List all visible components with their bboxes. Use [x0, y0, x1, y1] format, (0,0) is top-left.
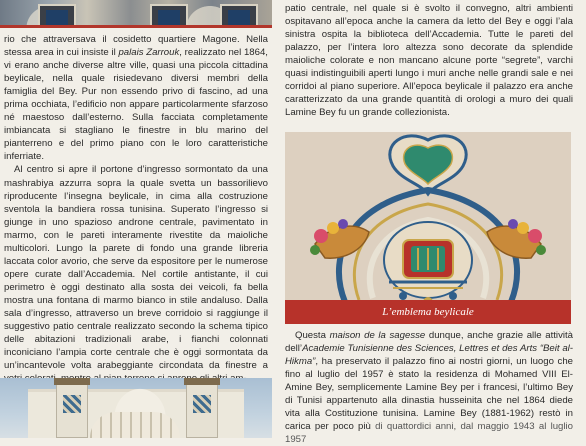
right-article-text-bottom — [285, 329, 573, 446]
beylical-emblem-image — [285, 132, 571, 324]
beylical-emblem-icon — [285, 132, 571, 324]
palace-facade-photo — [0, 378, 272, 438]
emblem-caption-bar — [285, 300, 571, 324]
emblem-caption: L’emblema beylicale — [382, 306, 474, 318]
left-column — [0, 0, 272, 438]
right-paragraph-1: patio centrale, nel quale si è svolto il convegno, altri ambienti ospitavano all’epoca anche la camera da letto del Bey e oggi l’ala sinistra ospita la biblioteca dell’Accademia. Tutte le pareti del palazzo, per l’intera loro altezza sono decorate da splendide maioliche colorate e non mancano alcune porte “segrete”, varchi quasi indistinguibili aperti lungo i muri anche nelle grandi sale e nei corridoi al piano superiore. All’epoca beylicale il palazzo era anche caratterizzato da una grande quantità di orologi a muro dei quali Lamine Bey fu un grande collezionista. — [285, 3, 573, 119]
right-column — [285, 0, 581, 446]
palace-interior-photo — [0, 0, 272, 28]
left-article-text — [4, 33, 268, 385]
right-paragraph-2: Questa maison de la sagesse dunque, anche grazie alle attività dell’Academie Tunisienne des Sciences, Lettres et des Arts “Beit al-Hikma”, ha preservato il palazzo fino ai nostri giorni, un luogo che fino al luglio del 1957 è stato la residenza di Mohamed VIII El-Amine Bey, semplicemente Lamine Bey per i francesi, l’ultimo Bey di Tunisi appartenuto alla dinastia husseinita che nel 1864 diede vita alla Costituzione tunisina. Lamine Bey (1881-1962) restò in carica per poco più di quattordici anni, dal maggio 1943 al luglio 1957 — [285, 330, 573, 446]
left-paragraph-1: rio che attraversava il cosidetto quartiere Magone. Nella stessa area in cui insiste il palais Zarrouk, realizzato nel 1864, vi erano anche diverse altre ville, quasi una piccola cittadina beylicale, nella quale risiedevano diversi membri della famiglia del Bey. Pur non essendo privo di fascino, ad una prima occhiata, l’edificio non appare particolarmente sfarzoso né maestoso dall’esterno. Sulla facciata completamente imbiancata si stagliano le finestre in blu marino del pianterreno e del primo piano con le loro caratteristiche inferriate. — [4, 34, 268, 163]
right-article-text-top — [285, 2, 573, 119]
left-paragraph-2: Al centro si apre il portone d’ingresso sormontato da una mashrabiya azzurra sopra la quale svetta un bassorilievo riproducente l’insegna beylicale, in cima alla costruzione sventola la bandiera rossa tunisina. Superato l’ingresso si giunge in uno spazioso androne centrale, pavimentato in marmo, con le pareti interamente rivestite da maioliche multicolori. Lungo la parete di fondo una grande libreria laccata color avorio, che serve da espositore per le numerose opere curate dall’Accademia. Nel cortile antistante, il cui perimetro è oggi destinato alla sosta dei veicoli, fa bella mostra una fontana di marmo bianco in stile andaluso. Dalla sala d’ingresso, attraverso un breve corridoio si raggiunge il suggestivo patio centrale realizzato secondo la schema tipico delle abitazioni tradizionali arabe, i fianchi colonnati inconiciano l’ampia corte centrale che è oggi sormontata da un’incantevole volta arabeggiante circondata da finestre a — [4, 164, 268, 372]
